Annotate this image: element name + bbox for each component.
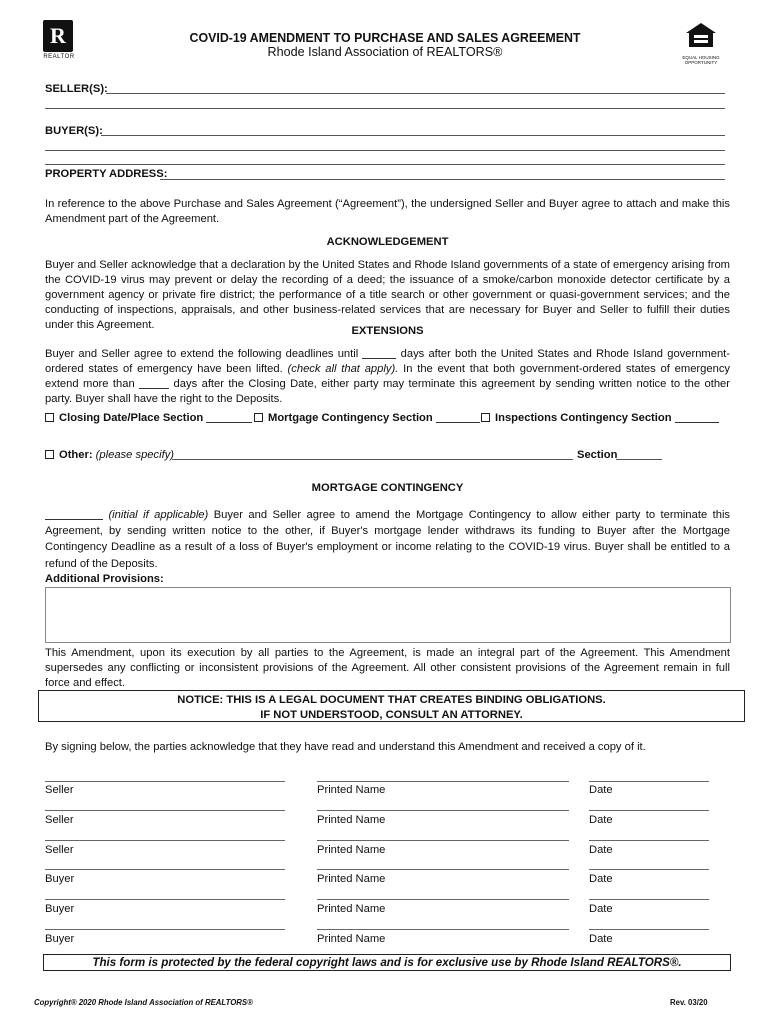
buyer-field-line3[interactable]: [45, 164, 725, 165]
seller-2-printed-label: Printed Name: [317, 814, 386, 826]
acknowledgement-paragraph: Buyer and Seller acknowledge that a declaration by the United States and Rhode Island governments of a state of emergency arising from the COVID-19 virus may prevent or delay the recording of a deed; the issuance of a smoke/carbon monoxide detector certificate by a government agency or private fire district; the performance of a title search or other government or quasi-government services; and the conducting of inspections, appraisals, and other business-related services that are necessary for Buyer and Seller to fulfill their duties under this Agreement.: [45, 259, 730, 331]
seller-field[interactable]: [106, 93, 725, 94]
buyer-2-date-label: Date: [589, 903, 613, 915]
acknowledgement-heading: ACKNOWLEDGEMENT: [326, 236, 449, 248]
signing-intro: By signing below, the parties acknowledge that they have read and understand this Amendment and received a copy of it.: [45, 741, 646, 753]
footer-copyright: Copyright® 2020 Rhode Island Association of REALTORS®: [34, 998, 253, 1007]
page-subtitle: Rhode Island Association of REALTORS®: [267, 45, 503, 59]
seller-1-date-label: Date: [589, 784, 613, 796]
seller-1-date-line[interactable]: [589, 781, 709, 782]
mortgage-initial-field[interactable]: [45, 509, 103, 520]
integration-paragraph: This Amendment, upon its execution by all parties to the Agreement, is made an integral part of the Agreement. This Amendment supersedes any conflicting or inconsistent provisions of the Agreement. All other consistent provisions of the Agreement remain in full force and effect.: [45, 647, 730, 689]
seller-2-printed-line[interactable]: [317, 810, 569, 811]
buyer-3-date-label: Date: [589, 933, 613, 945]
copyright-notice-box: This form is protected by the federal copyright laws and is for exclusive use by Rhode Island REALTORS®.: [43, 954, 731, 971]
other-checkbox[interactable]: [45, 450, 54, 459]
property-address-field[interactable]: [160, 179, 725, 180]
other-section-option[interactable]: Other: (please specify): [45, 448, 174, 463]
closing-section-option[interactable]: Closing Date/Place Section: [45, 411, 252, 426]
realtor-logo: [41, 20, 77, 66]
seller-1-label: Seller: [45, 784, 74, 796]
buyer-3-signature-line[interactable]: [45, 929, 285, 930]
buyer-3-printed-label: Printed Name: [317, 933, 386, 945]
additional-provisions-box[interactable]: [45, 587, 731, 643]
extensions-paragraph: Buyer and Seller agree to extend the following deadlines until days after both the United States and Rhode Island government-ordered states of emergency have been lifted. (check all that apply). In the event that both government-ordered states of emergency extend more than days after the Closing Date, either party may terminate this agreement by sending written notice to the other party. Buyer shall have the right to the Deposits.: [45, 348, 731, 405]
buyer-3-printed-line[interactable]: [317, 929, 569, 930]
mortgage-section-option[interactable]: Mortgage Contingency Section: [254, 411, 480, 426]
page-title: COVID-19 AMENDMENT TO PURCHASE AND SALES AGREEMENT: [189, 30, 581, 45]
legal-notice-line1: NOTICE: THIS IS A LEGAL DOCUMENT THAT CREATES BINDING OBLIGATIONS.: [177, 694, 606, 706]
seller-2-signature-line[interactable]: [45, 810, 285, 811]
additional-provisions-label: Additional Provisions:: [45, 573, 164, 585]
buyer-1-printed-line[interactable]: [317, 869, 569, 870]
seller-1-printed-label: Printed Name: [317, 784, 386, 796]
seller-3-printed-label: Printed Name: [317, 844, 386, 856]
buyer-2-date-line[interactable]: [589, 899, 709, 900]
other-section-field[interactable]: [616, 459, 662, 460]
seller-1-printed-line[interactable]: [317, 781, 569, 782]
equal-housing-icon: [679, 20, 723, 50]
buyer-1-date-line[interactable]: [589, 869, 709, 870]
legal-notice-box: [38, 690, 745, 722]
seller-1-signature-line[interactable]: [45, 781, 285, 782]
buyer-2-printed-label: Printed Name: [317, 903, 386, 915]
mortgage-contingency-paragraph: (initial if applicable) Buyer and Seller agree to amend the Mortgage Contingency to allow either party to terminate this Agreement, by sending written notice to the other, if Buyer's mortgage lender withdraws its funding to Buyer after the Mortgage Contingency Deadline as a result of a loss of Buyer's employment or income relating to the COVID-19 virus. Buyer shall be entitled to a refund of the Deposits.: [45, 509, 731, 570]
seller-3-printed-line[interactable]: [317, 840, 569, 841]
buyer-field-line2[interactable]: [45, 150, 725, 151]
closing-section-field[interactable]: [206, 412, 252, 423]
termination-days-field[interactable]: [139, 378, 169, 389]
seller-label: SELLER(S):: [45, 83, 108, 95]
footer-revision: Rev. 03/20: [670, 998, 708, 1007]
seller-2-date-label: Date: [589, 814, 613, 826]
buyer-1-printed-label: Printed Name: [317, 873, 386, 885]
seller-3-signature-line[interactable]: [45, 840, 285, 841]
equal-housing-logo: EQUAL HOUSING OPPORTUNITY: [679, 20, 723, 64]
seller-3-date-label: Date: [589, 844, 613, 856]
buyer-1-label: Buyer: [45, 873, 75, 885]
buyer-field[interactable]: [101, 135, 725, 136]
realtor-logo-icon: R: [43, 20, 73, 52]
buyer-2-label: Buyer: [45, 903, 75, 915]
extension-days-field[interactable]: [362, 348, 396, 359]
buyer-1-signature-line[interactable]: [45, 869, 285, 870]
mortgage-contingency-heading: MORTGAGE CONTINGENCY: [311, 482, 464, 494]
intro-paragraph: In reference to the above Purchase and Sales Agreement (“Agreement”), the undersigned Seller and Buyer agree to attach and make this Amendment part of the Agreement.: [45, 198, 730, 225]
property-address-label: PROPERTY ADDRESS:: [45, 168, 168, 180]
inspections-section-option[interactable]: Inspections Contingency Section: [481, 411, 719, 426]
closing-checkbox[interactable]: [45, 413, 54, 422]
other-section-label: Section: [577, 449, 618, 461]
seller-3-label: Seller: [45, 844, 74, 856]
buyer-3-label: Buyer: [45, 933, 75, 945]
other-specify-field[interactable]: [172, 459, 573, 460]
buyer-1-date-label: Date: [589, 873, 613, 885]
buyer-2-signature-line[interactable]: [45, 899, 285, 900]
mortgage-section-field[interactable]: [436, 412, 480, 423]
buyer-label: BUYER(S):: [45, 125, 103, 137]
seller-2-date-line[interactable]: [589, 810, 709, 811]
mortgage-checkbox[interactable]: [254, 413, 263, 422]
seller-3-date-line[interactable]: [589, 840, 709, 841]
legal-notice-line2: IF NOT UNDERSTOOD, CONSULT AN ATTORNEY.: [260, 708, 523, 721]
seller-field-line2[interactable]: [45, 108, 725, 109]
extensions-heading: EXTENSIONS: [351, 325, 424, 337]
seller-2-label: Seller: [45, 814, 74, 826]
buyer-2-printed-line[interactable]: [317, 899, 569, 900]
buyer-3-date-line[interactable]: [589, 929, 709, 930]
inspections-checkbox[interactable]: [481, 413, 490, 422]
inspections-section-field[interactable]: [675, 412, 719, 423]
realtor-logo-caption: REALTOR: [43, 54, 75, 60]
